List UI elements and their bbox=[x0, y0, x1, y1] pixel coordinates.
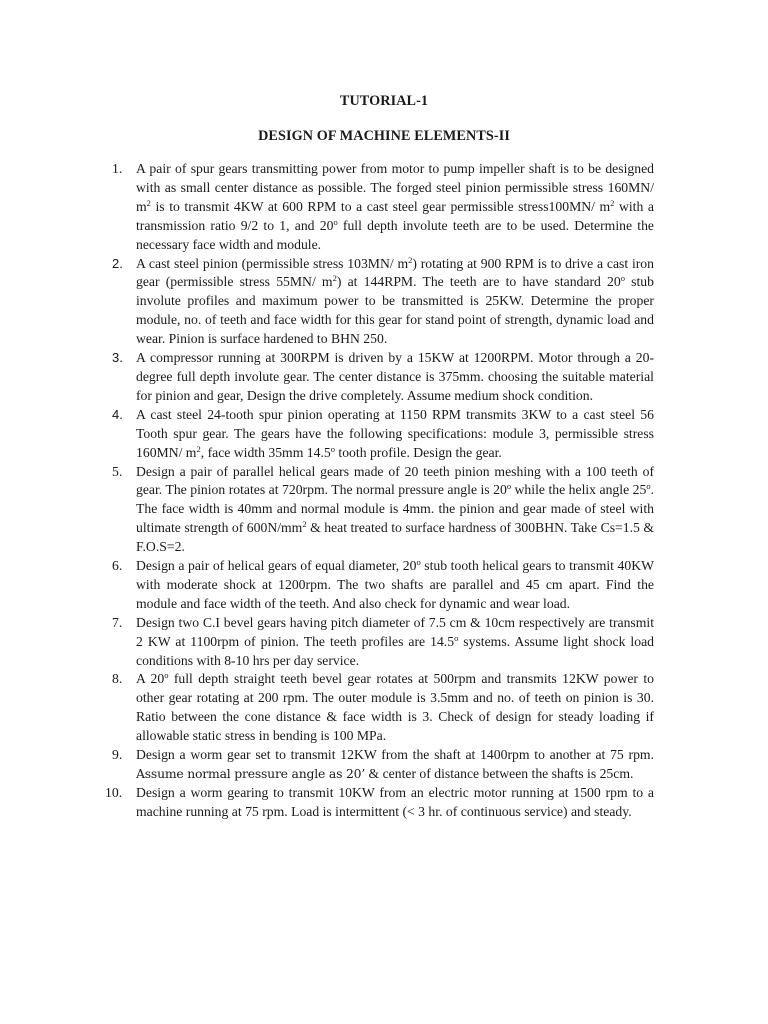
superscript: o bbox=[333, 216, 338, 227]
problem-text: Design a worm gearing to transmit 10KW from an electric motor running at 1500 rpm to a machine running at 75 rpm. Load is intermittent (< 3 hr. of continuous service) and steady. bbox=[136, 784, 654, 819]
problem-text: & heat treated to surface hardness of 300BHN. Take Cs=1.5 & F.O.S=2. bbox=[136, 520, 654, 555]
problem-number: 4. bbox=[112, 406, 123, 422]
problem-text: Design a pair of parallel helical gears made of 20 teeth pinion meshing with a 100 teeth of gear. The pinion rotates at 720rpm. The normal pressure angle is 20 bbox=[136, 463, 654, 498]
problem-text: A cast steel pinion (permissible stress 103MN/ m bbox=[136, 255, 409, 271]
problem-text: & center of distance between the shafts is 25cm. bbox=[365, 766, 634, 781]
problem-number: 3. bbox=[112, 350, 123, 366]
problem-text: A compressor running at 300RPM is driven by a 15KW at 1200RPM. Motor through a 20-degree full depth involute gear. The center distance is 375mm. choosing the suitable material for pinion and gear, Design the drive completely. Assume medium shock condition. bbox=[136, 350, 654, 403]
problem-item-9 bbox=[104, 746, 654, 784]
problem-item-5 bbox=[104, 463, 654, 558]
superscript: 2 bbox=[302, 519, 307, 530]
problem-text: Design a pair of helical gears of equal diameter, 20 bbox=[136, 558, 417, 574]
problem-number: 6. bbox=[112, 558, 123, 574]
superscript: o bbox=[454, 632, 459, 643]
problem-item-3 bbox=[104, 349, 654, 406]
problem-number: 9. bbox=[112, 747, 123, 763]
superscript: o bbox=[646, 481, 651, 492]
superscript: o bbox=[620, 273, 625, 284]
superscript: 2 bbox=[332, 273, 337, 284]
problem-text: ) at 144RPM. The teeth are to have standard 20 bbox=[336, 274, 621, 290]
problem-text: with a transmission ratio 9/2 to 1, and 20 bbox=[136, 198, 654, 233]
superscript: o bbox=[330, 443, 335, 454]
problem-text: ) rotating at 900 RPM is to drive a cast iron gear (permissible stress 55MN/ m bbox=[136, 255, 654, 290]
superscript: 2 bbox=[146, 197, 151, 208]
problem-item-4 bbox=[104, 406, 654, 463]
problem-text: full depth involute teeth are to be used. Determine the necessary face width and module. bbox=[136, 217, 654, 252]
problem-number: 7. bbox=[112, 614, 123, 630]
problem-list bbox=[104, 160, 654, 822]
superscript: o bbox=[506, 481, 512, 492]
problem-number: 8. bbox=[112, 671, 123, 687]
problem-number: 10. bbox=[105, 784, 123, 800]
problem-text: A 20 bbox=[136, 671, 165, 687]
problem-item-7 bbox=[104, 614, 654, 671]
problem-text: systems. Assume light shock load conditions with 8-10 hrs per day service. bbox=[136, 633, 654, 668]
problem-text: Assume normal pressure angle as 20’ bbox=[136, 766, 366, 781]
problem-text: stub involute profiles and maximum power to be transmitted is 25KW. Determine the proper module, no. of teeth and face width for this gear for stand point of strength, dynamic load and wear. Pinion is surface hardened to BHN 250. bbox=[136, 274, 654, 347]
problem-number: 5. bbox=[112, 463, 123, 479]
problem-text: Design a worm gear set to transmit 12KW from the shaft at 1400rpm to another at 75 rpm. bbox=[136, 747, 654, 763]
problem-item-6 bbox=[104, 557, 654, 614]
problem-text: A cast steel 24-tooth spur pinion operating at 1150 RPM transmits 3KW to a cast steel 56 Tooth spur gear. The gears have the following specifications: module 3, permissible stress 160MN/ m bbox=[136, 406, 654, 460]
problem-item-2 bbox=[104, 255, 654, 350]
problem-item-1 bbox=[104, 160, 654, 255]
problem-item-8 bbox=[104, 670, 654, 746]
problem-text: stub tooth helical gears to transmit 40KW with moderate shock at 1200rpm. The two shafts are parallel and 45 cm apart. Find the module and face width of the teeth. And also check for dynamic and wear load. bbox=[136, 558, 655, 611]
problem-text: while the helix angle 25 bbox=[511, 482, 647, 498]
problem-number: 1. bbox=[112, 161, 123, 176]
problem-number: 2. bbox=[112, 255, 123, 271]
problem-text: full depth straight teeth bevel gear rotates at 500rpm and transmits 12KW power to other gear rotating at 200 rpm. The outer module is 3.5mm and no. of teeth on pinion is 30. Ratio between the cone distance & face width is 3. Check of design for steady loading if allowable static stress in bending is 100 MPa. bbox=[136, 671, 654, 744]
problem-text: A pair of spur gears transmitting power from motor to pump impeller shaft is to be designed with as small center distance as possible. The forged steel pinion permissible stress 160MN/ m bbox=[136, 161, 654, 214]
tutorial-title: TUTORIAL-1 bbox=[339, 93, 429, 109]
course-title: DESIGN OF MACHINE ELEMENTS-II bbox=[258, 128, 510, 144]
problem-text: Design two C.I bevel gears having pitch diameter of 7.5 cm & 10cm respectively are transmit 2 KW at 1100rpm of pinion. The teeth profiles are 14.5 bbox=[136, 614, 654, 649]
problem-text: is to transmit 4KW at 600 RPM to a cast steel gear permissible stress100MN/ m bbox=[150, 198, 611, 214]
problem-item-10 bbox=[104, 784, 654, 822]
superscript: 2 bbox=[408, 254, 413, 265]
superscript: 2 bbox=[196, 443, 201, 454]
problem-text: tooth profile. Design the gear. bbox=[334, 444, 502, 460]
superscript: o bbox=[164, 670, 169, 681]
superscript: o bbox=[416, 557, 421, 568]
problem-text: . The face width is 40mm and normal module is 4mm. the pinion and gear made of steel with ultimate strength of 600N/mm bbox=[136, 482, 654, 536]
problem-text: , face width 35mm 14.5 bbox=[200, 444, 331, 460]
superscript: 2 bbox=[610, 197, 615, 208]
